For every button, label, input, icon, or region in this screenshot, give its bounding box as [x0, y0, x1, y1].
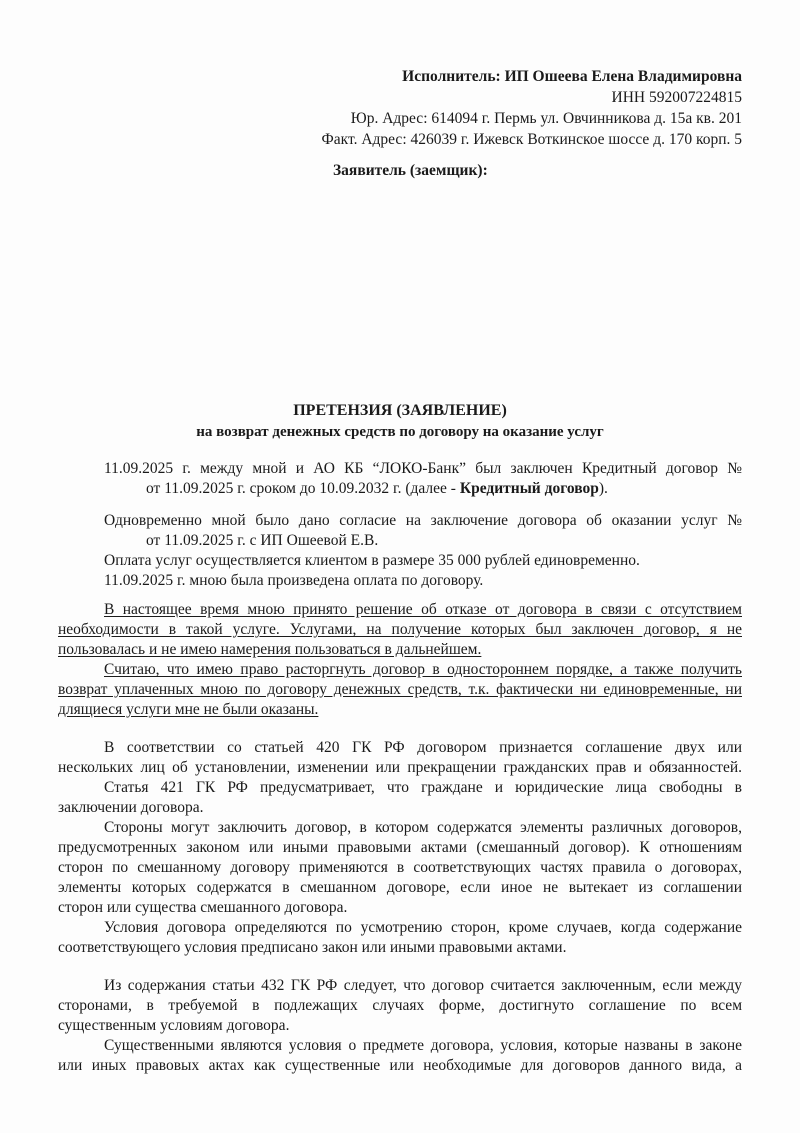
article-420-line-2: нескольких лиц об установлении, изменении или прекращении гражданских прав и обязанностей. — [58, 759, 742, 776]
mixed-contract-line-1: Стороны могут заключить договор, в котором содержатся элементы различных договоров, — [104, 819, 742, 836]
refusal-line-1: В настоящее время мною принято решение об отказе от договора в связи с отсутствием — [104, 601, 742, 618]
credit-agreement-line-1: 11.09.2025 г. между мной и АО КБ “ЛОКО-Банк” был заключен Кредитный договор № — [104, 460, 742, 477]
mixed-contract-line-5: сторон или существа смешанного договора. — [58, 899, 348, 916]
payment-amount-line: Оплата услуг осуществляется клиентом в размере 35 000 рублей единовременно. — [104, 552, 640, 569]
article-421-line-1: Статья 421 ГК РФ предусматривает, что граждане и юридические лица свободны в — [104, 779, 742, 796]
executor-inn: ИНН 592007224815 — [611, 89, 742, 106]
termination-right-line-3: длящиеся услуги мне не были оказаны. — [58, 701, 319, 718]
services-consent-line-2: от 11.09.2025 г. с ИП Ошеевой Е.В. — [146, 532, 379, 549]
contract-terms-line-1: Условия договора определяются по усмотрению сторон, кроме случаев, когда содержание — [104, 919, 742, 936]
refusal-line-3: пользовалась и не имею намерения пользоваться в дальнейшем. — [58, 641, 482, 658]
executor-name: Исполнитель: ИП Ошеева Елена Владимировна — [402, 68, 742, 85]
essential-terms-line-2: или иных правовых актах как существенные или необходимые для договоров данного вида, а — [58, 1057, 742, 1074]
executor-legal-address: Юр. Адрес: 614094 г. Пермь ул. Овчинникова д. 15а кв. 201 — [350, 110, 742, 127]
executor-actual-address: Факт. Адрес: 426039 г. Ижевск Воткинское шоссе д. 170 корп. 5 — [321, 131, 742, 148]
services-consent-line-1: Одновременно мной было дано согласие на заключение договора об оказании услуг № — [104, 512, 742, 529]
refusal-line-2: необходимости в такой услуге. Услугами, на получение которых был заключен договор, я не — [58, 621, 742, 638]
contract-terms-line-2: соответствующего условия предписано закон или иными правовыми актами. — [58, 939, 567, 956]
document-subtitle: на возврат денежных средств по договору на оказание услуг — [196, 424, 604, 440]
article-432-line-1: Из содержания статьи 432 ГК РФ следует, что договор считается заключенным, если между — [104, 977, 742, 994]
article-420-line-1: В соответствии со статьей 420 ГК РФ договором признается соглашение двух или — [104, 739, 742, 756]
mixed-contract-line-4: элементы которых содержатся в смешанном договоре, если иное не вытекает из соглашении — [58, 879, 742, 896]
mixed-contract-line-2: предусмотренных законом или иными правовыми актами (смешанный договор). К отношениям — [58, 839, 742, 856]
mixed-contract-line-3: сторон по смешанному договору применяются в соответствующих частях правила о договорах, — [58, 859, 742, 876]
article-421-line-2: заключении договора. — [58, 799, 204, 816]
document-title: ПРЕТЕНЗИЯ (ЗАЯВЛЕНИЕ) — [293, 402, 507, 419]
credit-agreement-term: Кредитный договор — [459, 480, 599, 497]
article-432-line-2: сторонами, в требуемой в подлежащих случаях форме, достигнуто соглашение по всем — [58, 997, 742, 1014]
credit-agreement-end: ). — [598, 480, 608, 497]
article-432-line-3: существенным условиям договора. — [58, 1017, 290, 1034]
termination-right-line-1: Считаю, что имею право расторгнуть договор в одностороннем порядке, а также получить — [104, 661, 742, 678]
payment-date-line: 11.09.2025 г. мною была произведена оплата по договору. — [104, 572, 484, 589]
credit-agreement-line-2 — [146, 479, 608, 499]
essential-terms-line-1: Существенными являются условия о предмете договора, условия, которые названы в законе — [104, 1037, 742, 1054]
credit-agreement-date: от 11.09.2025 г. сроком до 10.09.2032 г. (далее - — [146, 480, 460, 497]
termination-right-line-2: возврат уплаченных мною по договору денежных средств, т.к. фактически ни единовременные, ни — [58, 681, 742, 698]
applicant-label: Заявитель (заемщик): — [333, 162, 488, 179]
